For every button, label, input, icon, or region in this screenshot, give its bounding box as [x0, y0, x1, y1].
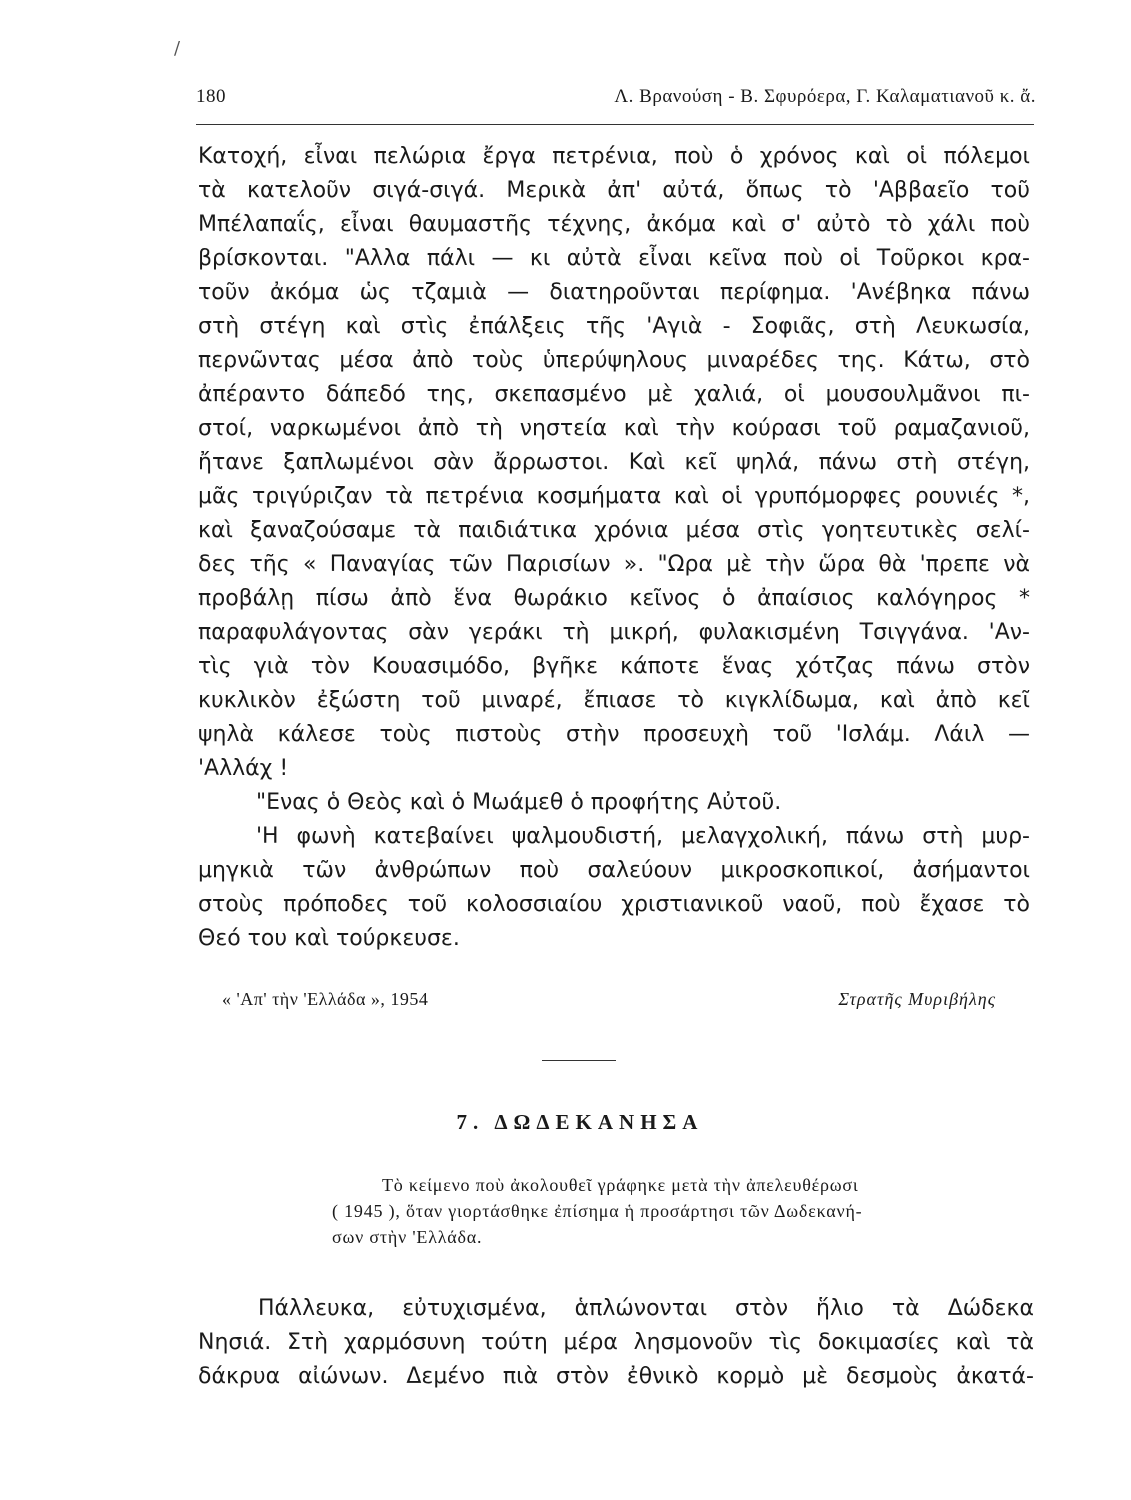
header-rule	[196, 124, 1034, 125]
passage-line: κυκλικὸν ἐξώστη τοῦ μιναρέ, ἔπιασε τὸ κιγκλίδωμα, καὶ ἀπὸ κεῖ	[198, 688, 1030, 713]
passage-line: παραφυλάγοντας σὰν γεράκι τὴ μικρή, φυλακισμένη Τσιγγάνα. 'Αν-	[198, 620, 1030, 645]
passage-line: δες τῆς « Παναγίας τῶν Παρισίων ». "Ωρα μὲ τὴν ὥρα θὰ 'πρεπε νὰ	[198, 552, 1030, 577]
passage-line: Κατοχή, εἶναι πελώρια ἔργα πετρένια, ποὺ ὁ χρόνος καὶ οἱ πόλεμοι	[198, 144, 1030, 169]
page-number: 180	[196, 86, 226, 107]
passage-line: Μπέλαπαΐς, εἶναι θαυμαστῆς τέχνης, ἀκόμα καὶ σ' αὐτὸ τὸ χάλι ποὺ	[198, 212, 1030, 237]
page-header	[196, 86, 1036, 114]
section-body-line: δάκρυα αἰώνων. Δεμένο πιὰ στὸν ἐθνικὸ κορμὸ μὲ δεσμοὺς ἀκατά-	[198, 1364, 1034, 1389]
passage-citation	[222, 989, 996, 1017]
passage-line: καὶ ξαναζούσαμε τὰ παιδιάτικα χρόνια μέσα στὶς γοητευτικὲς σελί-	[198, 518, 1030, 543]
section-heading: 7. ΔΩΔΕΚΑΝΗΣΑ	[456, 1110, 704, 1134]
passage-line: 'Αλλάχ !	[198, 756, 289, 781]
intro-line: Τὸ κείμενο ποὺ ἀκολουθεῖ γράφηκε μετὰ τὴν ἀπελευθέρωσι	[382, 1175, 859, 1195]
passage-line: στοὺς πρόποδες τοῦ κολοσσιαίου χριστιανικοῦ ναοῦ, ποὺ ἔχασε τὸ	[198, 892, 1030, 917]
passage-text	[198, 140, 1030, 956]
passage-line: τὶς γιὰ τὸν Κουασιμόδο, βγῆκε κάποτε ἕνας χότζας πάνω στὸν	[198, 654, 1030, 679]
passage-line: μηγκιὰ τῶν ἀνθρώπων ποὺ σαλεύουν μικροσκοπικοί, ἀσήμαντοι	[198, 858, 1030, 883]
passage-line: βρίσκονται. "Αλλα πάλι — κι αὐτὰ εἶναι κεῖνα ποὺ οἱ Τοῦρκοι κρα-	[198, 246, 1030, 271]
running-head: Λ. Βρανούση - Β. Σφυρόερα, Γ. Καλαματιανοῦ κ. ἄ.	[614, 86, 1036, 107]
passage-line: τοῦν ἀκόμα ὡς τζαμιὰ — διατηροῦνται περίφημα. 'Ανέβηκα πάνω	[198, 280, 1030, 305]
section-divider	[542, 1060, 616, 1061]
passage-line: 'Η φωνὴ κατεβαίνει ψαλμουδιστή, μελαγχολική, πάνω στὴ μυρ-	[256, 824, 1030, 849]
passage-line: Θεό του καὶ τούρκευσε.	[198, 926, 460, 951]
passage-line: "Ενας ὁ Θεὸς καὶ ὁ Μωάμεθ ὁ προφήτης Αὐτοῦ.	[256, 790, 782, 815]
section-intro-note	[332, 1172, 1024, 1250]
stray-pencil-mark: /	[174, 38, 181, 59]
passage-line: στοί, ναρκωμένοι ἀπὸ τὴ νηστεία καὶ τὴν κούρασι τοῦ ραμαζανιοῦ,	[198, 416, 1030, 441]
passage-line: ψηλὰ κάλεσε τοὺς πιστοὺς στὴν προσευχὴ τοῦ 'Ισλάμ. Λάιλ —	[198, 722, 1030, 747]
citation-author: Στρατῆς Μυριβήλης	[838, 989, 996, 1009]
passage-line: προβάλῃ πίσω ἀπὸ ἕνα θωράκιο κεῖνος ὁ ἀπαίσιος καλόγηρος *	[198, 586, 1030, 611]
passage-line: μᾶς τριγύριζαν τὰ πετρένια κοσμήματα καὶ οἱ γρυπόμορφες ρουνιές *,	[198, 484, 1030, 509]
citation-source: « 'Απ' τὴν 'Ελλάδα », 1954	[222, 989, 429, 1009]
passage-line: στὴ στέγη καὶ στὶς ἐπάλξεις τῆς 'Αγιὰ - Σοφιᾶς, στὴ Λευκωσία,	[198, 314, 1030, 339]
passage-line: ἤτανε ξαπλωμένοι σὰν ἄρρωστοι. Καὶ κεῖ ψηλά, πάνω στὴ στέγη,	[198, 450, 1030, 475]
section-body-line: Πάλλευκα, εὐτυχισμένα, ἁπλώνονται στὸν ἥλιο τὰ Δώδεκα	[258, 1296, 1034, 1321]
section-body-line: Νησιά. Στὴ χαρμόσυνη τούτη μέρα λησμονοῦν τὶς δοκιμασίες καὶ τὰ	[198, 1330, 1034, 1355]
passage-line: τὰ κατελοῦν σιγά-σιγά. Μερικὰ ἀπ' αὐτά, ὅπως τὸ 'Αββαεῖο τοῦ	[198, 178, 1030, 203]
intro-line: σων στὴν 'Ελλάδα.	[332, 1227, 483, 1247]
intro-line: ( 1945 ), ὅταν γιορτάσθηκε ἐπίσημα ἡ προσάρτησι τῶν Δωδεκανή-	[332, 1201, 863, 1221]
passage-line: ἀπέραντο δάπεδό της, σκεπασμένο μὲ χαλιά, οἱ μουσουλμᾶνοι πι-	[198, 382, 1030, 407]
section-body-text	[198, 1292, 1034, 1394]
passage-line: περνῶντας μέσα ἀπὸ τοὺς ὑπερύψηλους μιναρέδες της. Κάτω, στὸ	[198, 348, 1030, 373]
